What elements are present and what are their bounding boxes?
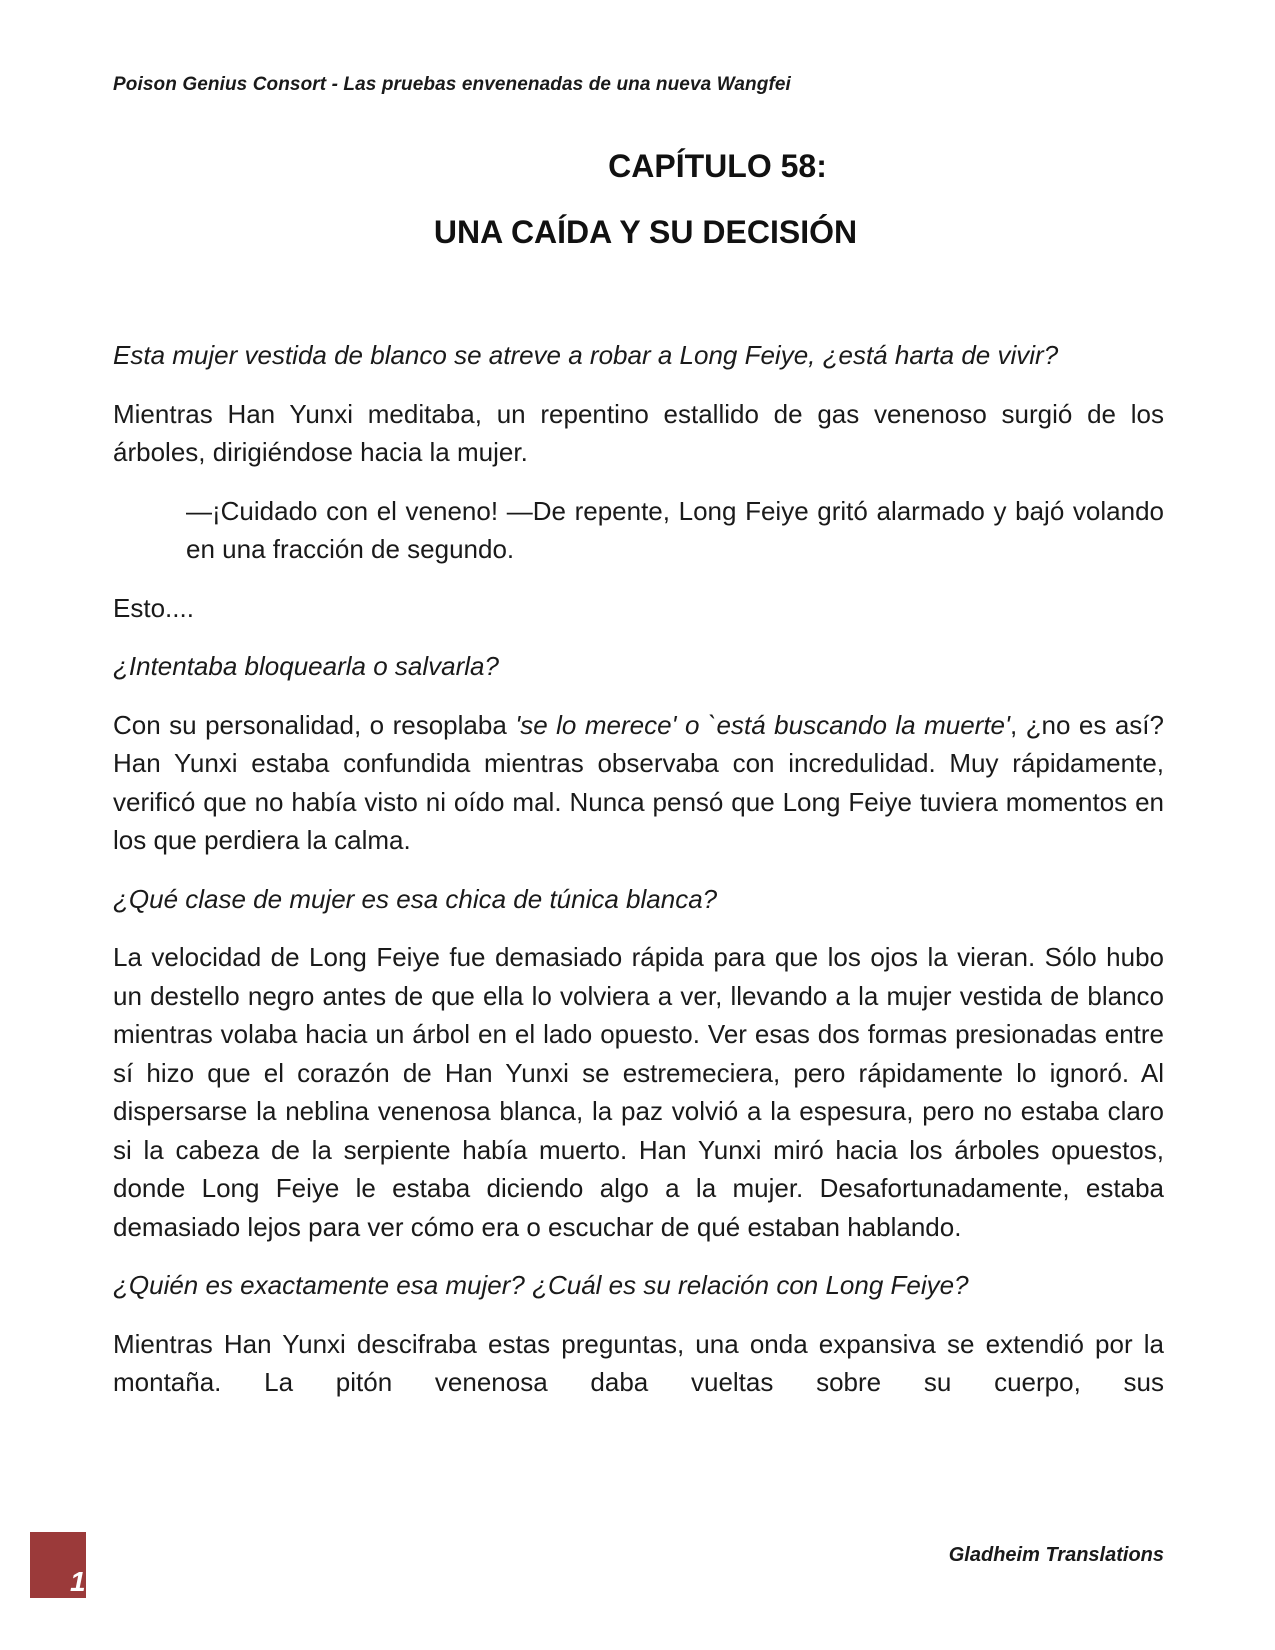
chapter-body — [113, 336, 1164, 1422]
paragraph-10: Mientras Han Yunxi descifraba estas preguntas, una onda expansiva se extendió por la montaña. La pitón venenosa daba vueltas sobre su cuerpo, sus — [113, 1328, 1164, 1397]
paragraph-dialogue-3: —¡Cuidado con el veneno! —De repente, Long Feiye gritó alarmado y bajó volando en una fracción de segundo. — [186, 495, 1164, 564]
chapter-title-text: UNA CAÍDA Y SU DECISIÓN — [433, 214, 858, 250]
paragraph-4: Esto.... — [113, 592, 194, 623]
paragraph-6-end: , ¿no es así? Han Yunxi estaba confundida mientras observaba con incredulidad. Muy rápidamente, verificó que no había visto ni oído mal. Nunca pensó que Long Feiye tuviera momentos en los que perdiera la calma. — [113, 709, 1164, 855]
page-number-underline — [30, 1598, 86, 1602]
paragraph-thought-5: ¿Intentaba bloquearla o salvarla? — [113, 651, 499, 681]
chapter-number-text: CAPÍTULO 58: — [608, 148, 827, 184]
paragraph-thought-9: ¿Quién es exactamente esa mujer? ¿Cuál es su relación con Long Feiye? — [113, 1270, 969, 1300]
footer-credit: Gladheim Translations — [948, 1544, 1164, 1566]
paragraph-thought-1: Esta mujer vestida de blanco se atreve a robar a Long Feiye, ¿está harta de vivir? — [113, 340, 1059, 370]
paragraph-thought-7: ¿Qué clase de mujer es esa chica de túnica blanca? — [113, 883, 718, 914]
chapter-number — [0, 148, 1275, 185]
chapter-title — [0, 214, 1275, 251]
paragraph-6 — [113, 706, 1164, 860]
page-number: 1 — [70, 1566, 86, 1597]
paragraph-2: Mientras Han Yunxi meditaba, un repentino estallido de gas venenoso surgió de los árboles, dirigiéndose hacia la mujer. — [113, 398, 1164, 467]
running-header-title: Poison Genius Consort - Las pruebas envenenadas de una nueva Wangfei — [113, 74, 791, 95]
paragraph-8: La velocidad de Long Feiye fue demasiado rápida para que los ojos la vieran. Sólo hubo un destello negro antes de que ella lo volviera a ver, llevando a la mujer vestida de blanco mientras volaba hacia un árbol en el lado opuesto. Ver esas dos formas presionadas entre sí hizo que el corazón de Han Yunxi se estremeciera, pero rápidamente lo ignoró. Al dispersarse la neblina venenosa blanca, la paz volvió a la espesura, pero no estaba claro si la cabeza de la serpiente había muerto. Han Yunxi miró hacia los árboles opuestos, donde Long Feiye le estaba diciendo algo a la mujer. Desafortunadamente, estaba demasiado lejos para ver cómo era o escuchar de qué estaban hablando. — [113, 942, 1164, 1242]
paragraph-6-start: Con su personalidad, o resoplaba — [113, 709, 516, 740]
paragraph-6-quote: 'se lo merece' o `está buscando la muerte' — [515, 709, 1010, 740]
